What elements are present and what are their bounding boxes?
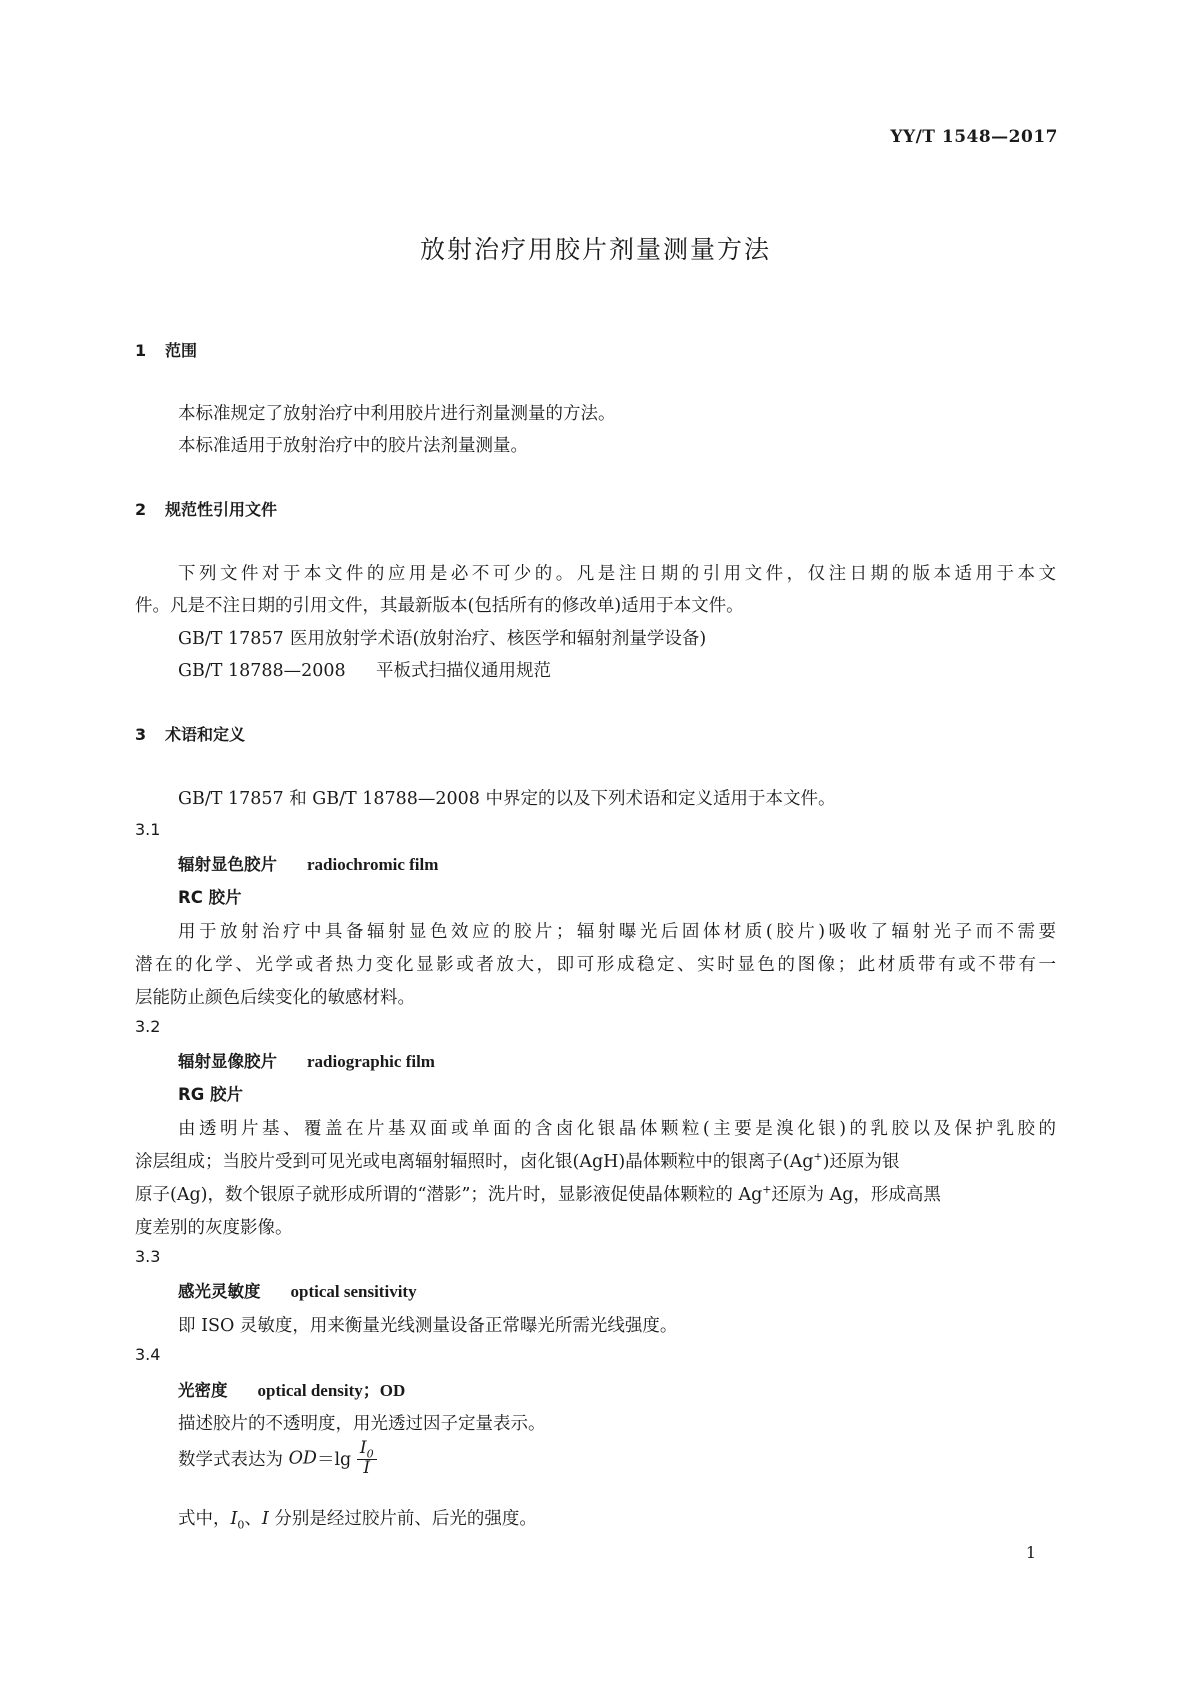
definition-text: 涂层组成；当胶片受到可见光或电离辐射辐照时，卤化银(AgH)晶体颗粒中的银离子(Ag <box>135 1152 814 1172</box>
definition-line: 由透明片基、覆盖在片基双面或单面的含卤化银晶体颗粒(主要是溴化银)的乳胶以及保护乳胶的 <box>178 1119 1056 1139</box>
definition-line <box>135 1148 1056 1173</box>
term-heading <box>178 1048 435 1072</box>
definition-line <box>135 1181 941 1206</box>
superscript-plus: + <box>813 1150 823 1164</box>
page-number: 1 <box>1025 1543 1036 1562</box>
reference-item-1 <box>178 625 706 650</box>
definition-text: 原子(Ag)，数个银原子就形成所谓的“潜影”；洗片时，显影液促使晶体颗粒的 Ag <box>135 1185 763 1205</box>
section-title: 范围 <box>165 341 198 360</box>
section-2-heading <box>135 497 277 520</box>
standard-number: YY/T 1548—2017 <box>890 127 1058 147</box>
formula-fraction <box>357 1440 377 1477</box>
section-title: 术语和定义 <box>165 725 246 744</box>
definition-line: 用于放射治疗中具备辐射显色效应的胶片；辐射曝光后固体材质(胶片)吸收了辐射光子而不需要 <box>178 922 1056 942</box>
term-english: optical sensitivity <box>290 1282 417 1301</box>
term-chinese: 辐射显像胶片 <box>178 1052 277 1071</box>
section-1-heading <box>135 338 197 361</box>
references-intro-line-1: 下列文件对于本文件的应用是必不可少的。凡是注日期的引用文件，仅注日期的版本适用于本文 <box>178 564 1056 584</box>
term-heading <box>178 1376 405 1401</box>
term-english: optical density；OD <box>257 1381 406 1400</box>
scope-paragraph-1: 本标准规定了放射治疗中利用胶片进行剂量测量的方法。 <box>178 404 616 424</box>
term-number: 3.1 <box>135 820 161 839</box>
section-number: 2 <box>135 500 147 519</box>
reference-code: GB/T 17857 <box>178 629 284 649</box>
definition-line: 潜在的化学、光学或者热力变化显影或者放大，即可形成稳定、实时显色的图像；此材质带有或不带有一 <box>135 955 1056 975</box>
fraction-numerator: $I_0$ <box>357 1440 377 1460</box>
term-heading <box>178 851 438 875</box>
term-chinese: 辐射显色胶片 <box>178 855 277 874</box>
reference-title: 医用放射学术语(放射治疗、核医学和辐射剂量学设备) <box>290 629 707 649</box>
terms-intro: GB/T 17857 和 GB/T 18788—2008 中界定的以及下列术语和定义适用于本文件。 <box>178 789 836 809</box>
formula-prefix: 数学式表达为 <box>178 1450 289 1471</box>
term-number: 3.3 <box>135 1247 161 1266</box>
term-english: radiographic film <box>307 1052 435 1071</box>
term-number: 3.2 <box>135 1017 161 1036</box>
section-3-heading <box>135 722 245 745</box>
definition-line: 层能防止颜色后续变化的敏感材料。 <box>135 988 415 1008</box>
formula-eq: ＝lg <box>316 1450 352 1471</box>
superscript-plus: + <box>762 1183 772 1197</box>
formula-explanation: 式中，$I_0$、I 分别是经过胶片前、后光的强度。 <box>178 1509 537 1532</box>
reference-code: GB/T 18788—2008 <box>178 661 346 681</box>
term-chinese: 光密度 <box>178 1381 228 1400</box>
section-title: 规范性引用文件 <box>165 500 278 519</box>
scope-paragraph-2: 本标准适用于放射治疗中的胶片法剂量测量。 <box>178 436 528 456</box>
document-title: 放射治疗用胶片剂量测量方法 <box>419 235 771 264</box>
reference-item-2 <box>178 657 551 682</box>
term-alias: RG 胶片 <box>178 1085 243 1104</box>
definition-line: 描述胶片的不透明度，用光透过因子定量表示。 <box>178 1414 546 1434</box>
reference-title: 平板式扫描仪通用规范 <box>376 661 551 681</box>
definition-line: 度差别的灰度影像。 <box>135 1218 293 1238</box>
term-alias: RC 胶片 <box>178 888 242 907</box>
term-chinese: 感光灵敏度 <box>178 1282 261 1301</box>
definition-text: )还原为银 <box>822 1152 900 1172</box>
formula-lhs: OD <box>288 1448 317 1469</box>
section-number: 1 <box>135 341 147 360</box>
fraction-denominator: I <box>363 1458 371 1479</box>
section-number: 3 <box>135 725 147 744</box>
term-number: 3.4 <box>135 1345 161 1364</box>
formula-line <box>178 1440 377 1477</box>
definition-line: 即 ISO 灵敏度，用来衡量光线测量设备正常曝光所需光线强度。 <box>178 1316 678 1336</box>
references-intro-line-2: 件。凡是不注日期的引用文件，其最新版本(包括所有的修改单)适用于本文件。 <box>135 596 744 616</box>
term-english: radiochromic film <box>307 855 439 874</box>
term-heading <box>178 1278 417 1302</box>
definition-text: 还原为 Ag，形成高黑 <box>771 1185 941 1205</box>
